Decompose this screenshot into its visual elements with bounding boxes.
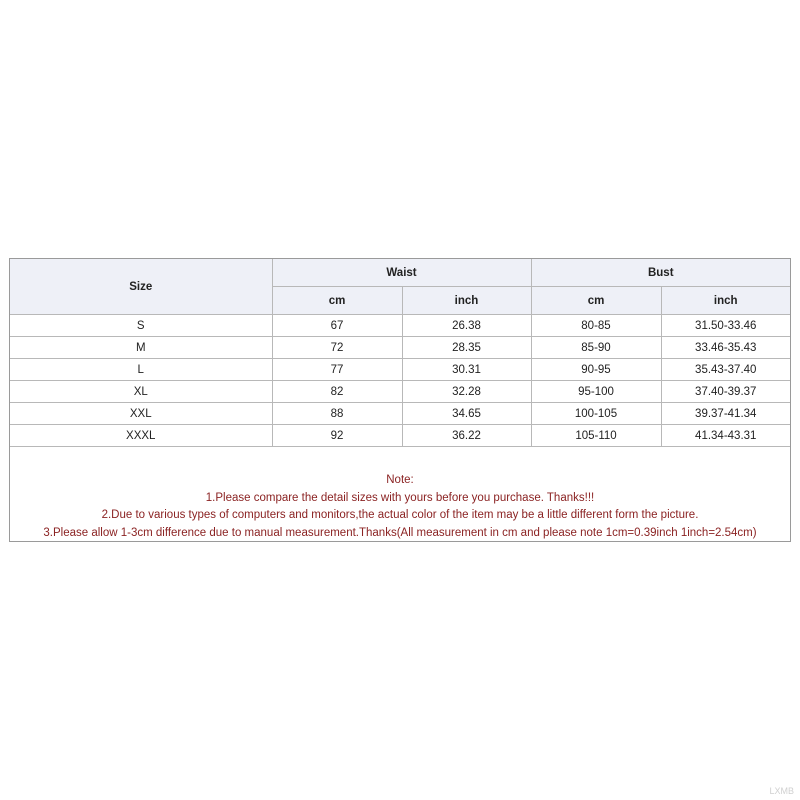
table-row <box>10 337 790 359</box>
bust-header: Bust <box>531 259 790 287</box>
waist-cm-header: cm <box>272 287 402 315</box>
waist-inch-header: inch <box>402 287 531 315</box>
waist-inch-cell: 32.28 <box>402 381 531 403</box>
size-chart <box>9 258 791 542</box>
bust-cm-cell: 105-110 <box>531 425 661 447</box>
header-row-groups <box>10 259 790 287</box>
bust-cm-cell: 100-105 <box>531 403 661 425</box>
bust-inch-cell: 33.46-35.43 <box>661 337 790 359</box>
note-line-1: 1.Please compare the detail sizes with yours before you purchase. Thanks!!! <box>205 491 595 504</box>
waist-cm-cell: 72 <box>272 337 402 359</box>
waist-cm-cell: 82 <box>272 381 402 403</box>
waist-cm-cell: 88 <box>272 403 402 425</box>
bust-inch-cell: 39.37-41.34 <box>661 403 790 425</box>
table-row <box>10 403 790 425</box>
size-cell: XXL <box>10 403 272 425</box>
waist-cm-cell: 77 <box>272 359 402 381</box>
size-cell: S <box>10 315 272 337</box>
bust-cm-cell: 85-90 <box>531 337 661 359</box>
note-block <box>10 472 790 542</box>
bust-cm-cell: 90-95 <box>531 359 661 381</box>
bust-inch-cell: 35.43-37.40 <box>661 359 790 381</box>
waist-inch-cell: 26.38 <box>402 315 531 337</box>
size-table <box>10 259 790 447</box>
bust-inch-cell: 37.40-39.37 <box>661 381 790 403</box>
size-cell: M <box>10 337 272 359</box>
table-row <box>10 425 790 447</box>
table-row <box>10 381 790 403</box>
watermark: LXMB <box>769 786 794 796</box>
waist-header: Waist <box>272 259 531 287</box>
note-title: Note: <box>386 474 414 486</box>
note-line-2: 2.Due to various types of computers and monitors,the actual color of the item may be a little different form the picture. <box>101 509 699 521</box>
table-row <box>10 359 790 381</box>
waist-inch-cell: 36.22 <box>402 425 531 447</box>
bust-cm-cell: 80-85 <box>531 315 661 337</box>
bust-inch-cell: 31.50-33.46 <box>661 315 790 337</box>
bust-inch-header: inch <box>661 287 790 315</box>
waist-inch-cell: 30.31 <box>402 359 531 381</box>
bust-cm-cell: 95-100 <box>531 381 661 403</box>
waist-cm-cell: 92 <box>272 425 402 447</box>
size-cell: XXXL <box>10 425 272 447</box>
bust-inch-cell: 41.34-43.31 <box>661 425 790 447</box>
size-cell: XL <box>10 381 272 403</box>
note-line-3: 3.Please allow 1-3cm difference due to manual measurement.Thanks(All measurement in cm and please note 1cm=0.39inch 1inch=2.54cm) <box>43 526 757 539</box>
waist-cm-cell: 67 <box>272 315 402 337</box>
bust-cm-header: cm <box>531 287 661 315</box>
waist-inch-cell: 34.65 <box>402 403 531 425</box>
table-row <box>10 315 790 337</box>
waist-inch-cell: 28.35 <box>402 337 531 359</box>
size-cell: L <box>10 359 272 381</box>
size-header: Size <box>10 259 272 315</box>
